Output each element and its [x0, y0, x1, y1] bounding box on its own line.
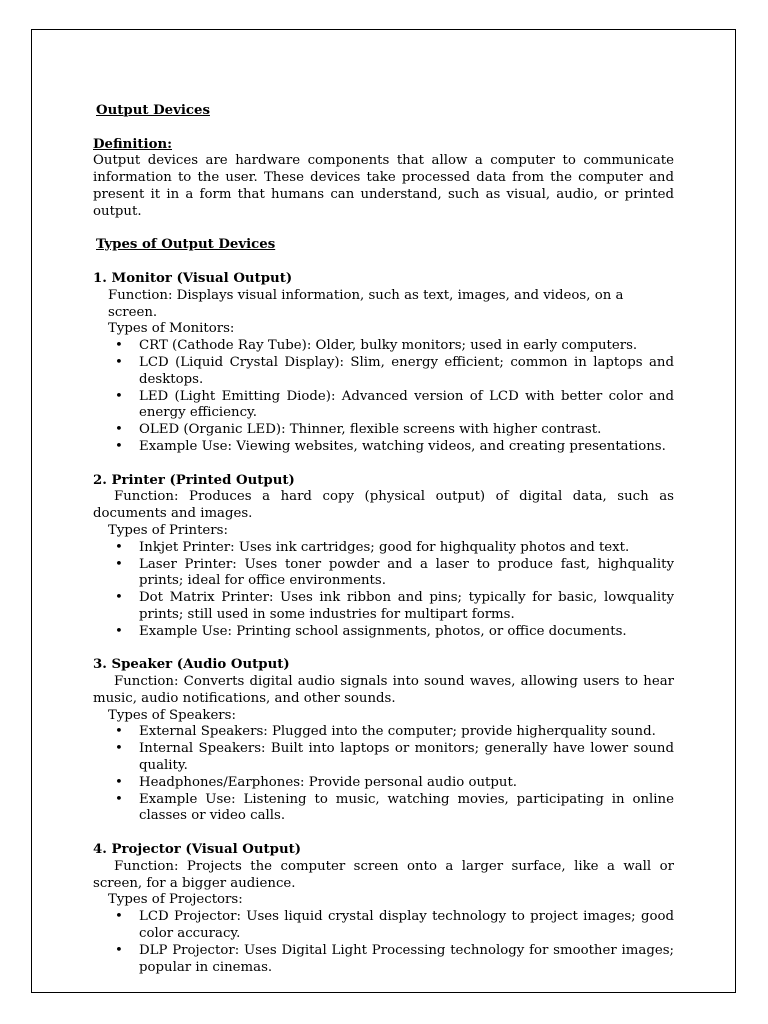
sections-container [93, 271, 674, 976]
list-item: • Example Use: Viewing websites, watching videos, and creating presentations. [115, 438, 666, 454]
bullet-icon: • [115, 774, 123, 790]
bullet-icon: • [115, 354, 123, 370]
document-body [93, 103, 674, 976]
bullet-icon: • [115, 556, 123, 572]
definition-text: Output devices are hardware components that allow a computer to communicate information to the user. These devices take processed data from the computer and present it in a form that humans can understand, such as visual, audio, or printed output. [93, 153, 674, 219]
list-item: • DLP Projector: Uses Digital Light Processing technology for smoother images; popular in cinemas. [115, 942, 674, 975]
bullet-icon: • [115, 791, 123, 807]
section-types-label: Types of Monitors: [108, 321, 235, 337]
section-list [93, 724, 674, 825]
section-function: Function: Displays visual information, such as text, images, and videos, on a screen. [108, 287, 624, 320]
section-types-label: Types of Speakers: [108, 707, 236, 723]
section-function: Function: Produces a hard copy (physical output) of digital data, such as documents and images. [93, 489, 674, 522]
section-types-label: Types of Printers: [108, 522, 228, 538]
section-function: Function: Projects the computer screen onto a larger surface, like a wall or screen, for a bigger audience. [93, 858, 674, 891]
list-item: • Dot Matrix Printer: Uses ink ribbon and pins; typically for basic, lowquality prints; still used in some industries for multipart forms. [115, 590, 674, 622]
section-projector [93, 842, 674, 976]
section-function: Function: Converts digital audio signals into sound waves, allowing users to hear music, audio notifications, and other sounds. [93, 674, 674, 706]
list-item: • Laser Printer: Uses toner powder and a laser to produce fast, highquality prints; ideal for office environments. [115, 556, 674, 589]
bullet-icon: • [115, 623, 123, 639]
section-list [93, 540, 674, 641]
list-item: • Inkjet Printer: Uses ink cartridges; good for highquality photos and text. [115, 539, 630, 555]
bullet-icon: • [115, 741, 123, 757]
types-heading: Types of Output Devices [96, 237, 276, 253]
bullet-icon: • [115, 909, 123, 925]
bullet-icon: • [115, 724, 123, 740]
list-item: • Example Use: Printing school assignments, photos, or office documents. [115, 623, 627, 639]
list-item: • LCD (Liquid Crystal Display): Slim, energy efficient; common in laptops and desktops. [115, 354, 674, 387]
bullet-icon: • [115, 590, 123, 606]
document-title: Output Devices [96, 103, 210, 118]
list-item: • External Speakers: Plugged into the computer; provide higherquality sound. [115, 724, 656, 740]
list-item: • Internal Speakers: Built into laptops or monitors; generally have lower sound quality. [115, 741, 674, 774]
section-printer [93, 473, 674, 641]
section-monitor [93, 271, 674, 456]
bullet-icon: • [115, 422, 123, 438]
list-item: • Example Use: Listening to music, watching movies, participating in online classes or video calls. [115, 791, 674, 824]
bullet-icon: • [115, 338, 123, 354]
list-item: • LCD Projector: Uses liquid crystal display technology to project images; good color accuracy. [115, 909, 674, 942]
list-item: • CRT (Cathode Ray Tube): Older, bulky monitors; used in early computers. [115, 338, 638, 354]
section-title: 1. Monitor (Visual Output) [93, 270, 293, 286]
bullet-icon: • [115, 388, 123, 404]
section-speaker [93, 657, 674, 825]
section-title: 4. Projector (Visual Output) [93, 842, 302, 858]
list-item: • OLED (Organic LED): Thinner, flexible screens with higher contrast. [115, 422, 602, 438]
section-title: 2. Printer (Printed Output) [93, 472, 295, 488]
list-item: • Headphones/Earphones: Provide personal audio output. [115, 774, 518, 790]
section-types-label: Types of Projectors: [108, 892, 243, 908]
bullet-icon: • [115, 539, 123, 555]
section-list [93, 338, 674, 456]
bullet-icon: • [115, 942, 123, 958]
section-title: 3. Speaker (Audio Output) [93, 657, 290, 673]
section-list [93, 909, 674, 976]
definition-label: Definition: [93, 136, 173, 152]
list-item: • LED (Light Emitting Diode): Advanced version of LCD with better color and energy efficiency. [115, 388, 674, 421]
bullet-icon: • [115, 438, 123, 454]
